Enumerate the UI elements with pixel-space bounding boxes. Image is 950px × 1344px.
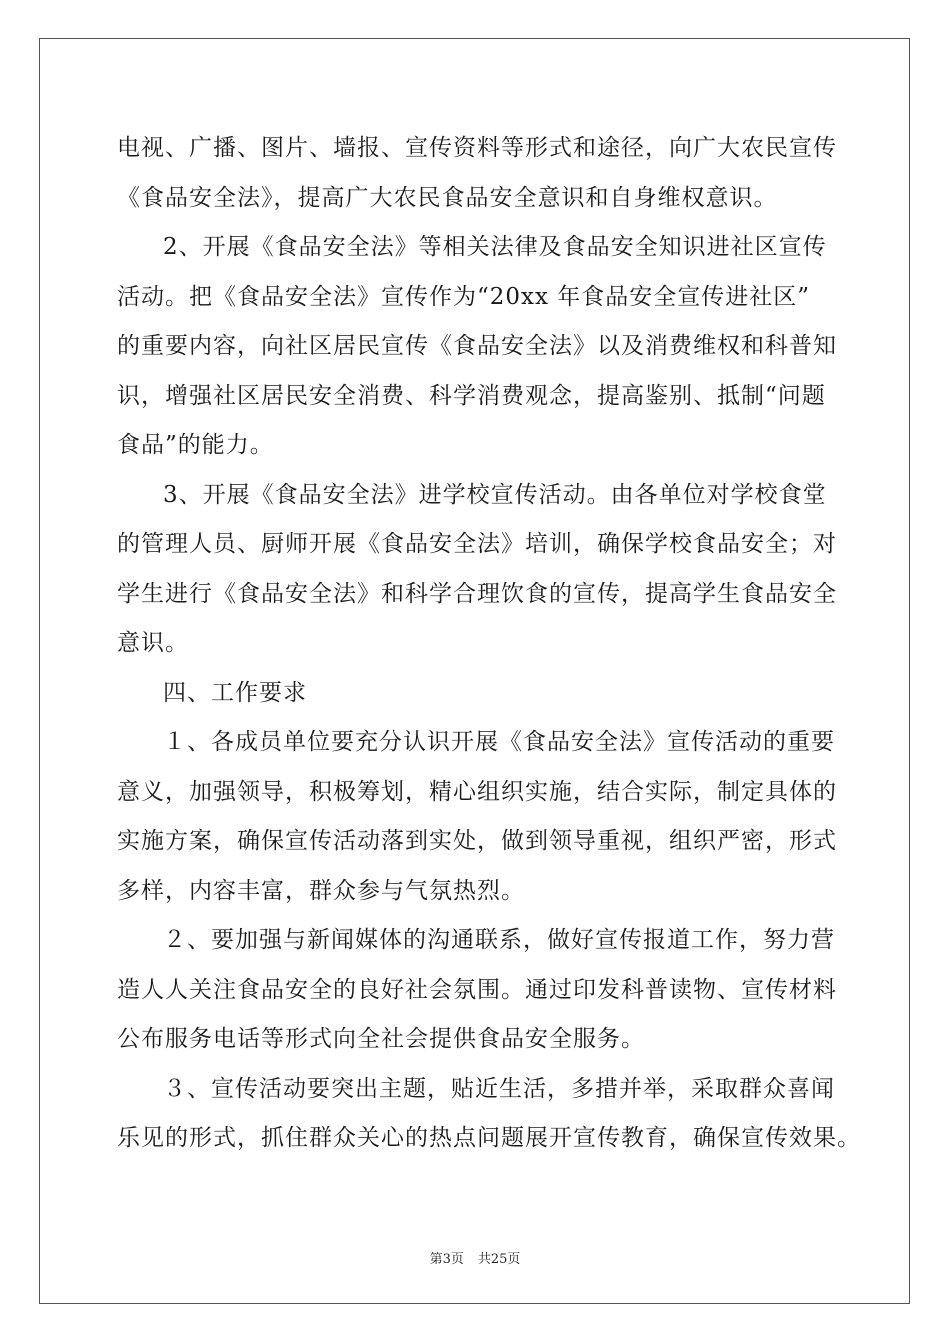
text-line: 实施方案，确保宣传活动落到实处，做到领导重视，组织严密，形式 bbox=[117, 828, 837, 854]
text-line: ３、宣传活动要突出主题，贴近生活，多措并举，采取群众喜闻 bbox=[163, 1075, 835, 1102]
text-line: 电视、广播、图片、墙报、宣传资料等形式和途径，向广大农民宣传 bbox=[117, 135, 837, 161]
text-line: 的重要内容，向社区居民宣传《食品安全法》以及消费维权和科普知 bbox=[117, 333, 837, 359]
text-line: 识，增强社区居民安全消费、科学消费观念，提高鉴别、抵制“问题 bbox=[117, 382, 826, 409]
text-line: 四、工作要求 bbox=[163, 679, 307, 706]
page-total: 共25页 bbox=[477, 1252, 521, 1267]
document-body bbox=[117, 124, 861, 1164]
text-line: 《食品安全法》，提高广大农民食品安全意识和自身维权意识。 bbox=[117, 184, 778, 211]
text-line: ２、要加强与新闻媒体的沟通联系，做好宣传报道工作，努力营 bbox=[163, 927, 835, 953]
text-line: １、各成员单位要充分认识开展《食品安全法》宣传活动的重要 bbox=[163, 729, 835, 755]
text-line: 2、开展《食品安全法》等相关法律及食品安全知识进社区宣传 bbox=[163, 234, 827, 260]
text-line: 活动。把《食品安全法》宣传作为“20xx 年食品安全宣传进社区” bbox=[117, 283, 811, 310]
text-line: 造人人关注食品安全的良好社会氛围。通过印发科普读物、宣传材料 bbox=[117, 976, 837, 1003]
text-line: 意义，加强领导，积极筹划，精心组织实施，结合实际，制定具体的 bbox=[117, 778, 837, 805]
text-line: 3、开展《食品安全法》进学校宣传活动。由各单位对学校食堂 bbox=[163, 481, 827, 508]
text-line: 的管理人员、厨师开展《食品安全法》培训，确保学校食品安全；对 bbox=[117, 531, 837, 557]
text-line: 公布服务电话等形式向全社会提供食品安全服务。 bbox=[117, 1026, 645, 1052]
text-line: 食品”的能力。 bbox=[117, 432, 274, 458]
text-line: 多样，内容丰富，群众参与气氛热烈。 bbox=[117, 877, 525, 904]
page-number: 第3页 bbox=[429, 1252, 464, 1267]
text-line: 意识。 bbox=[117, 630, 189, 656]
text-line: 乐见的形式，抓住群众关心的热点问题展开宣传教育，确保宣传效果。 bbox=[117, 1125, 861, 1151]
page-footer bbox=[0, 1248, 950, 1267]
text-line: 学生进行《食品安全法》和科学合理饮食的宣传，提高学生食品安全 bbox=[117, 580, 837, 607]
